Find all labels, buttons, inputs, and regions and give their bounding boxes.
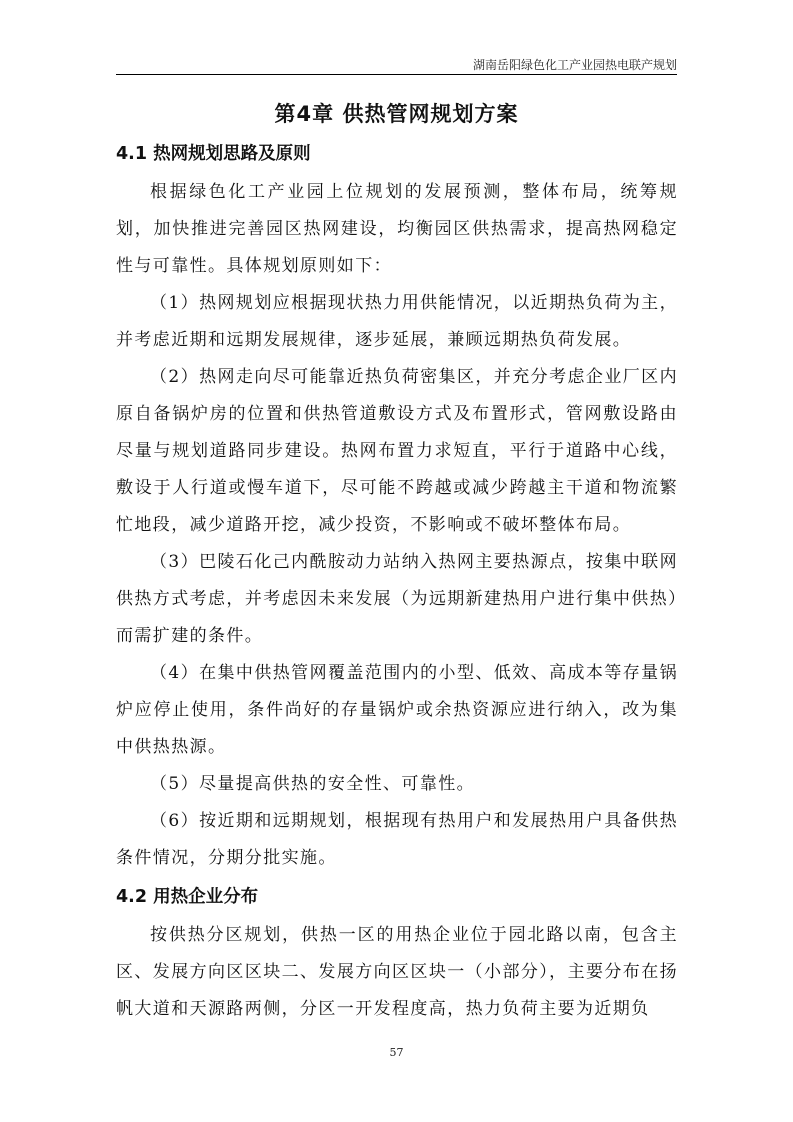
- running-header: 湖南岳阳绿色化工产业园热电联产规划: [472, 58, 677, 72]
- header-rule: [116, 74, 677, 75]
- paragraph: 按供热分区规划，供热一区的用热企业位于园北路以南，包含主区、发展方向区区块二、发展方向区区块一（小部分），主要分布在扬帆大道和天源路两侧，分区一开发程度高，热力负荷主要为近期负: [116, 925, 678, 1019]
- body-content: [116, 134, 678, 1028]
- paragraph: （2）热网走向尽可能靠近热负荷密集区，并充分考虑企业厂区内原自备锅炉房的位置和供热管道敷设方式及布置形式，管网敷设路由尽量与规划道路同步建设。热网布置力求短直，平行于道路中心线，敷设于人行道或慢车道下，尽可能不跨越或减少跨越主干道和物流繁忙地段，减少道路开挖，减少投资，不影响或不破坏整体布局。: [116, 367, 678, 535]
- paragraph: 根据绿色化工产业园上位规划的发展预测，整体布局，统筹规划，加快推进完善园区热网建设，均衡园区供热需求，提高热网稳定性与可靠性。具体规划原则如下：: [116, 182, 678, 276]
- paragraph: （3）巴陵石化己内酰胺动力站纳入热网主要热源点，按集中联网供热方式考虑，并考虑因未来发展（为远期新建热用户进行集中供热）而需扩建的条件。: [116, 552, 678, 646]
- chapter-title: 第4章 供热管网规划方案: [274, 102, 519, 126]
- paragraph: （5）尽量提高供热的安全性、可靠性。: [150, 774, 476, 794]
- section-4-1: [116, 134, 678, 877]
- section-heading: 4.1 热网规划思路及原则: [116, 144, 311, 164]
- section-heading: 4.2 用热企业分布: [116, 887, 259, 907]
- paragraph: （1）热网规划应根据现状热力用供能情况，以近期热负荷为主，并考虑近期和远期发展规律，逐步延展，兼顾远期热负荷发展。: [116, 293, 678, 350]
- page-number: 57: [389, 1046, 404, 1059]
- paragraph: （4）在集中供热管网覆盖范围内的小型、低效、高成本等存量锅炉应停止使用，条件尚好的存量锅炉或余热资源应进行纳入，改为集中供热热源。: [116, 663, 678, 757]
- section-4-2: [116, 877, 678, 1028]
- paragraph: （6）按近期和远期规划，根据现有热用户和发展热用户具备供热条件情况，分期分批实施。: [116, 811, 678, 868]
